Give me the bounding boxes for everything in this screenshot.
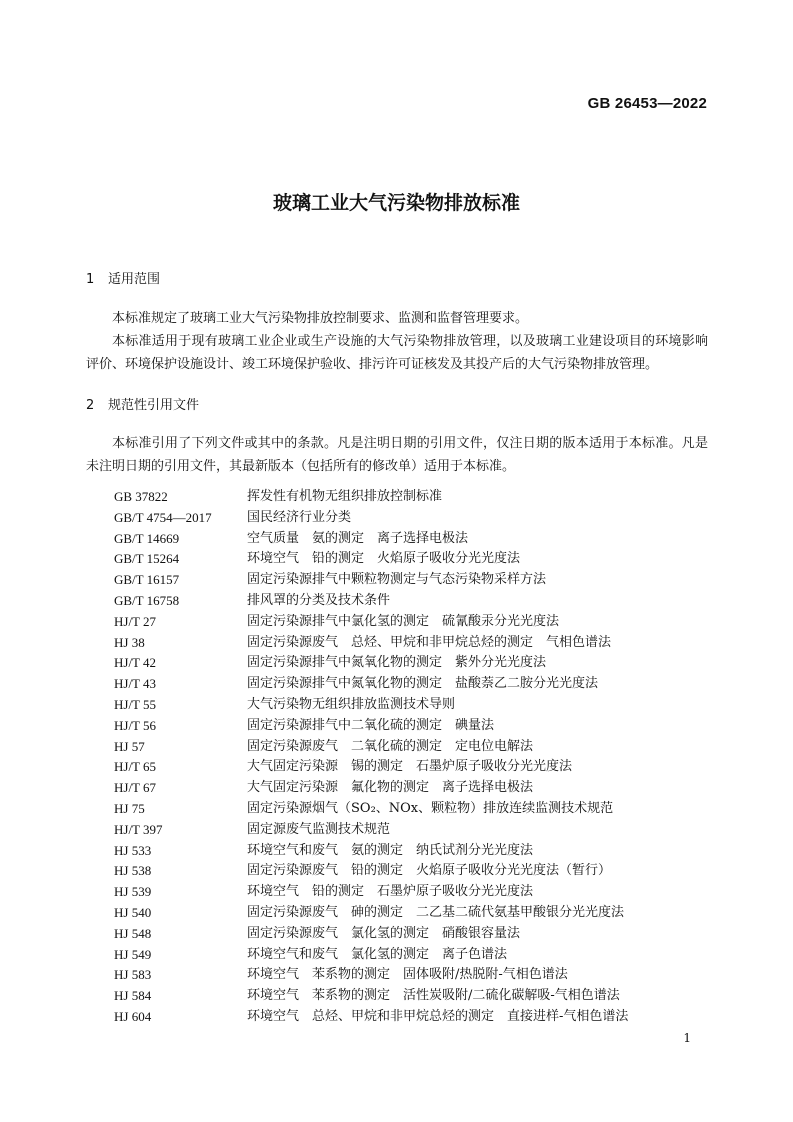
reference-code: HJ 584 [114, 988, 152, 1004]
reference-code: HJ 540 [114, 904, 152, 920]
reference-row [114, 716, 628, 737]
reference-row [114, 674, 628, 695]
reference-row [114, 591, 628, 612]
scope-paragraph-1: 本标准规定了玻璃工业大气污染物排放控制要求、监测和监督管理要求。 [112, 311, 529, 326]
reference-code: HJ/T 67 [114, 780, 157, 796]
reference-title: 排风罩的分类及技术条件 [247, 592, 391, 608]
reference-title: 固定污染源排气中二氧化硫的测定 碘量法 [247, 717, 495, 733]
standard-code: GB 26453—2022 [587, 95, 707, 112]
reference-row [114, 570, 628, 591]
reference-title: 固定污染源废气 总烃、甲烷和非甲烷总烃的测定 气相色谱法 [247, 634, 612, 650]
reference-title: 固定污染源废气 二氧化硫的测定 定电位电解法 [247, 738, 534, 754]
reference-title: 环境空气 总烃、甲烷和非甲烷总烃的测定 直接进样-气相色谱法 [247, 1008, 629, 1024]
reference-code: HJ 38 [114, 634, 145, 650]
reference-title: 大气污染物无组织排放监测技术导则 [247, 696, 456, 712]
reference-list [114, 487, 628, 1028]
document-title: 玻璃工业大气污染物排放标准 [272, 192, 520, 214]
reference-code: HJ/T 42 [114, 655, 157, 671]
reference-title: 固定污染源废气 氯化氢的测定 硝酸银容量法 [247, 925, 521, 941]
reference-code: HJ 533 [114, 842, 152, 858]
reference-code: HJ/T 27 [114, 613, 157, 629]
reference-row [114, 820, 628, 841]
reference-row [114, 841, 628, 862]
reference-code: HJ 538 [114, 863, 152, 879]
reference-row [114, 653, 628, 674]
page-number: 1 [683, 1031, 691, 1045]
reference-row [114, 529, 628, 550]
reference-code: GB 37822 [114, 489, 168, 504]
reference-code: HJ/T 43 [114, 676, 157, 692]
reference-code: GB/T 15264 [114, 551, 180, 567]
reference-row [114, 737, 628, 758]
reference-title: 环境空气和废气 氨的测定 纳氏试剂分光光度法 [247, 842, 534, 858]
reference-row [114, 799, 628, 820]
reference-row [114, 612, 628, 633]
reference-code: HJ 539 [114, 884, 152, 900]
reference-row [114, 695, 628, 716]
section-number: 1 [86, 272, 95, 287]
reference-code: HJ/T 55 [114, 696, 157, 712]
reference-title: 固定源废气监测技术规范 [247, 821, 391, 837]
reference-title: 环境空气 苯系物的测定 活性炭吸附/二硫化碳解吸-气相色谱法 [247, 988, 620, 1004]
reference-row [114, 487, 628, 508]
section-title: 规范性引用文件 [108, 398, 200, 413]
reference-row [114, 903, 628, 924]
reference-title: 环境空气 苯系物的测定 固体吸附/热脱附-气相色谱法 [247, 967, 568, 983]
reference-row [114, 778, 628, 799]
references-intro-paragraph: 本标准引用了下列文件或其中的条款。凡是注明日期的引用文件，仅注日期的版本适用于本标准。凡是未注明日期的引用文件，其最新版本（包括所有的修改单）适用于本标准。 [86, 436, 708, 474]
reference-code: HJ 549 [114, 946, 152, 962]
reference-row [114, 965, 628, 986]
reference-code: GB/T 16758 [114, 592, 180, 608]
reference-title: 国民经济行业分类 [247, 509, 352, 525]
reference-title: 固定污染源排气中氮氧化物的测定 紫外分光光度法 [247, 655, 547, 671]
scope-paragraph-2: 本标准适用于现有玻璃工业企业或生产设施的大气污染物排放管理，以及玻璃工业建设项目的环境影响评价、环境保护设施设计、竣工环境保护验收、排污许可证核发及其投产后的大气污染物排放管理。 [86, 334, 708, 372]
reference-title: 固定污染源排气中颗粒物测定与气态污染物采样方法 [247, 572, 547, 588]
reference-row [114, 508, 628, 529]
reference-title: 固定污染源烟气（SO₂、NOx、颗粒物）排放连续监测技术规范 [247, 800, 614, 816]
reference-row [114, 549, 628, 570]
reference-row [114, 924, 628, 945]
reference-code: HJ 604 [114, 1008, 152, 1024]
reference-title: 环境空气 铅的测定 火焰原子吸收分光光度法 [247, 551, 521, 567]
reference-title: 大气固定污染源 氟化物的测定 离子选择电极法 [247, 780, 534, 796]
reference-row [114, 757, 628, 778]
reference-row [114, 882, 628, 903]
reference-code: HJ/T 397 [114, 821, 163, 837]
reference-code: GB/T 14669 [114, 530, 180, 546]
reference-title: 挥发性有机物无组织排放控制标准 [247, 489, 443, 504]
reference-title: 大气固定污染源 锡的测定 石墨炉原子吸收分光光度法 [247, 759, 573, 775]
reference-title: 固定污染源排气中氮氧化物的测定 盐酸萘乙二胺分光光度法 [247, 676, 599, 692]
reference-code: GB/T 4754—2017 [114, 509, 212, 525]
reference-title: 固定污染源排气中氯化氢的测定 硫氰酸汞分光光度法 [247, 613, 560, 629]
reference-title: 固定污染源废气 砷的测定 二乙基二硫代氨基甲酸银分光光度法 [247, 904, 625, 920]
section-number: 2 [86, 398, 95, 413]
reference-code: GB/T 16157 [114, 572, 180, 588]
reference-code: HJ/T 56 [114, 717, 157, 733]
reference-code: HJ 548 [114, 925, 152, 941]
section-heading-scope [86, 268, 160, 287]
reference-row [114, 1007, 628, 1028]
section-title: 适用范围 [108, 272, 161, 287]
reference-code: HJ/T 65 [114, 759, 157, 775]
reference-title: 环境空气 铅的测定 石墨炉原子吸收分光光度法 [247, 884, 534, 900]
reference-row [114, 986, 628, 1007]
reference-code: HJ 75 [114, 800, 145, 816]
reference-row [114, 945, 628, 966]
reference-title: 固定污染源废气 铅的测定 火焰原子吸收分光光度法（暂行） [247, 863, 612, 879]
reference-row [114, 861, 628, 882]
reference-row [114, 633, 628, 654]
reference-code: HJ 57 [114, 738, 145, 754]
reference-code: HJ 583 [114, 967, 152, 983]
reference-title: 环境空气和废气 氯化氢的测定 离子色谱法 [247, 946, 508, 962]
section-heading-normative-references [86, 394, 199, 413]
reference-title: 空气质量 氨的测定 离子选择电极法 [247, 530, 469, 546]
